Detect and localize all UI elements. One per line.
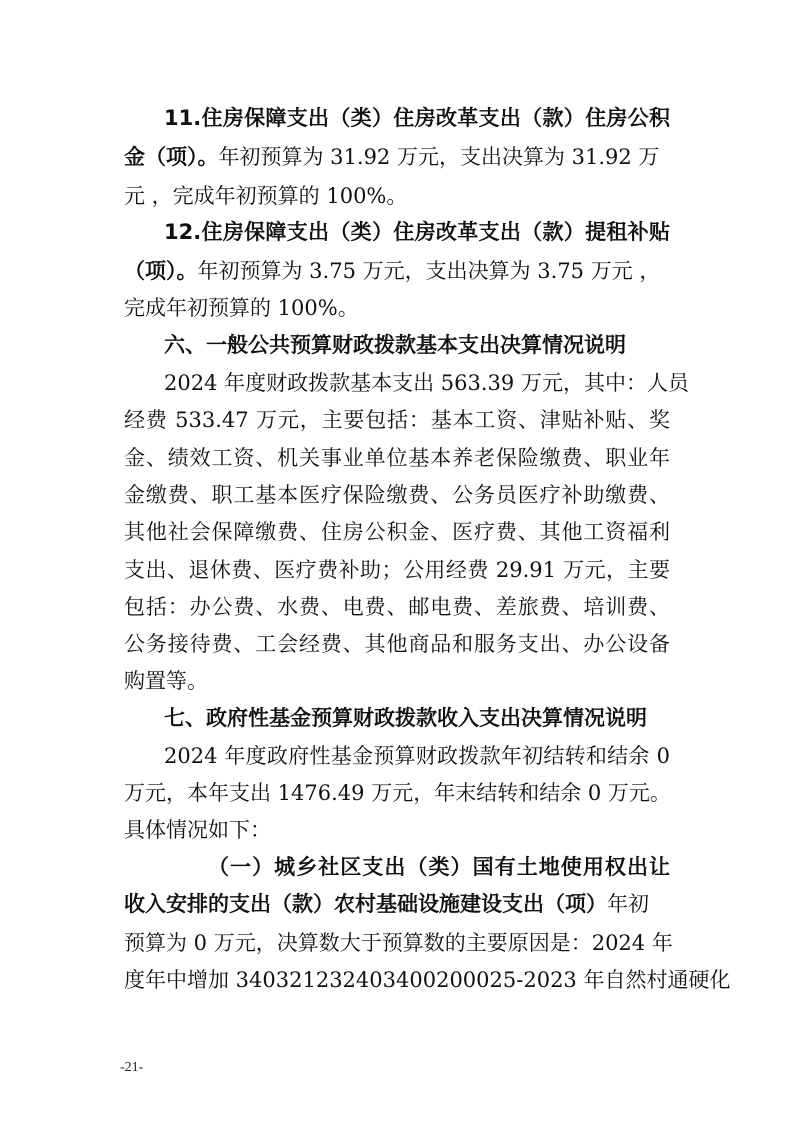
section7-sub1-line4: 度年中增加 340321232403400200025-2023 年自然村通硬化: [124, 968, 731, 992]
item12-heading: 12.住房保障支出（类）住房改革支出（款）提租补贴: [164, 220, 670, 244]
section6-line: 公务接待费、工会经费、其他商品和服务支出、办公设备: [124, 632, 670, 656]
section6-line: 购置等。: [124, 669, 208, 693]
item12-heading-cont: （项）。: [124, 259, 198, 283]
section6-line: 金缴费、职工基本医疗保险缴费、公务员医疗补助缴费、: [124, 483, 670, 507]
section6-line: 支出、退休费、医疗费补助；公用经费 29.91 万元，主要: [124, 558, 670, 582]
section6-line: 经费 533.47 万元，主要包括：基本工资、津贴补贴、奖: [124, 408, 670, 432]
section7-sub1-line2: [124, 890, 649, 918]
section6-line: 金、绩效工资、机关事业单位基本养老保险缴费、职业年: [124, 446, 670, 470]
section6-heading: 六、一般公共预算财政拨款基本支出决算情况说明: [164, 333, 626, 357]
section7-sub1-heading: （一）城乡社区支出（类）国有土地使用权出让: [208, 855, 670, 879]
section7-sub1-text: 年初: [607, 892, 649, 916]
section7-line: 2024 年度政府性基金预算财政拨款年初结转和结余 0: [164, 744, 670, 768]
item11-heading-cont: 金（项）。: [124, 145, 219, 169]
section6-line: 包括：办公费、水费、电费、邮电费、差旅费、培训费、: [124, 595, 670, 619]
item12-line2: [124, 257, 660, 285]
section7-line: 具体情况如下：: [124, 818, 271, 842]
item11-heading: 11.住房保障支出（类）住房改革支出（款）住房公积: [164, 106, 670, 130]
section7-heading: 七、政府性基金预算财政拨款收入支出决算情况说明: [164, 706, 647, 730]
item12-line3: 完成年初预算的 100%。: [124, 296, 359, 320]
item11-line2: [124, 143, 670, 171]
section6-line: 其他社会保障缴费、住房公积金、医疗费、其他工资福利: [124, 520, 670, 544]
section7-line: 万元，本年支出 1476.49 万元，年末结转和结余 0 万元。: [124, 781, 671, 805]
item11-line3: 元 ，完成年初预算的 100%。: [124, 184, 408, 208]
item11-text: 年初预算为 31.92 万元，支出决算为 31.92 万: [218, 145, 660, 169]
page-number: -21-: [120, 1060, 144, 1075]
section7-sub1-heading-cont: 收入安排的支出（款）农村基础设施建设支出（项）: [124, 892, 607, 916]
section7-sub1-line3: 预算为 0 万元，决算数大于预算数的主要原因是：2024 年: [124, 931, 673, 955]
section6-line: 2024 年度财政拨款基本支出 563.39 万元，其中：人员: [164, 371, 689, 395]
item12-text: 年初预算为 3.75 万元，支出决算为 3.75 万元 ，: [197, 259, 661, 283]
